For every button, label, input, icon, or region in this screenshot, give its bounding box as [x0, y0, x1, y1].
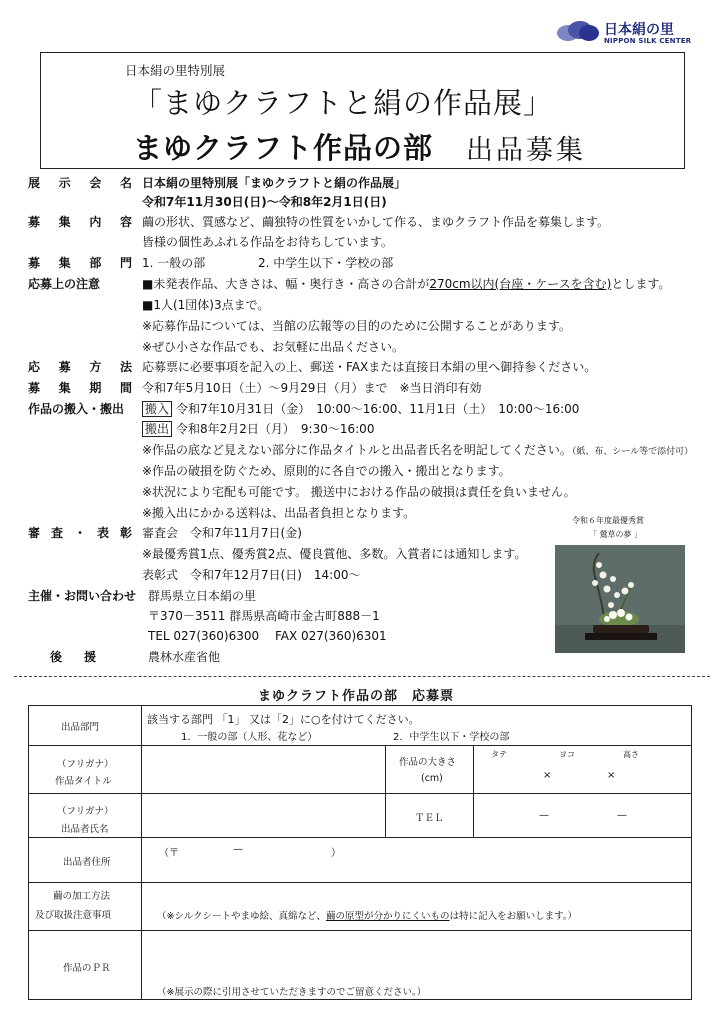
- division-field-label: 出品部門: [61, 722, 100, 733]
- exhibition-title: 「まゆクラフトと絹の作品展」: [133, 86, 554, 120]
- form-column-divider: [385, 745, 386, 837]
- notes-label: 応募上の注意: [28, 277, 101, 291]
- carry-label: 作品の搬入・搬出: [28, 402, 125, 416]
- carry-in-tag: 搬入: [142, 401, 172, 417]
- processing-field-label: 繭の加工方法: [53, 891, 111, 902]
- contact-org: 群馬県立日本絹の里: [148, 589, 257, 603]
- processing-instruction: （※シルクシートやまゆ絵、真綿など、繭の原型が分かりにくいものは特に記入をお願いします。）: [157, 911, 578, 922]
- notes-1: ■未発表作品、大きさは、幅・奥行き・高さの合計が270cm以内(台座・ケースを含む)とします。: [142, 277, 671, 291]
- logo-name: 日本絹の里: [604, 22, 674, 38]
- size-separator: ×: [543, 770, 552, 781]
- postal-separator: —: [233, 844, 243, 855]
- period-value: 令和7年5月10日（土）～9月29日（月）まで ※当日消印有効: [142, 381, 482, 395]
- address-field-label: 出品者住所: [63, 857, 111, 868]
- division-1: 1. 一般の部: [142, 256, 206, 270]
- postal-prefix: （〒: [159, 848, 179, 859]
- pr-field-label: 作品のＰＲ: [63, 963, 111, 974]
- content-label: 募 集 内 容: [28, 215, 132, 229]
- size-height-label: タテ: [491, 750, 507, 759]
- carry-note-3: ※状況により宅配も可能です。 搬送中における作品の破損は責任を負いません。: [142, 485, 576, 499]
- award-work-photo: [555, 545, 685, 653]
- name-furigana-label: （フリガナ）: [57, 806, 114, 817]
- judge-3: 表彰式 令和7年12月7日(日) 14:00～: [142, 568, 361, 582]
- cut-line: [14, 676, 710, 677]
- processing-field-label-2: 及び取扱注意事項: [35, 910, 112, 921]
- carry-note-2: ※作品の破損を防ぐため、原則的に各自での搬入・搬出となります。: [142, 464, 511, 478]
- venue-value: 日本絹の里特別展「まゆクラフトと絹の作品展」: [142, 176, 407, 190]
- size-depth-label: 高さ: [623, 750, 639, 759]
- tel-separator: —: [617, 810, 627, 821]
- application-form: [28, 705, 692, 1000]
- support-label: 後 援: [50, 650, 96, 664]
- method-label: 応 募 方 法: [28, 360, 132, 374]
- form-row-divider: [29, 793, 691, 794]
- form-row-divider: [29, 882, 691, 883]
- size-width-label: ヨコ: [559, 750, 575, 759]
- notes-2: ■1人(1団体)3点まで。: [142, 298, 270, 312]
- size-unit: (cm): [421, 773, 443, 784]
- judge-1: 審査会 令和7年11月7日(金): [142, 526, 302, 540]
- content-text-1: 繭の形状、質感など、繭独特の性質をいかして作る、まゆクラフト作品を募集します。: [142, 215, 610, 229]
- carry-in: 搬入 令和7年10月31日（金） 10:00～16:00、11月1日（土） 10:00～16:00: [142, 400, 579, 417]
- tel-field-label: ＴＥＬ: [415, 813, 444, 824]
- carry-note-1: ※作品の底など見えない部分に作品タイトルと出品者氏名を明記してください。（紙、布、シール等で添付可）: [142, 443, 694, 457]
- carry-out-tag: 搬出: [142, 421, 172, 437]
- division-label: 募 集 部 門: [28, 256, 132, 270]
- title-field-label: 作品タイトル: [55, 776, 112, 787]
- size-separator: ×: [607, 770, 616, 781]
- carry-note-4: ※搬入出にかかる送料は、出品者負担となります。: [142, 506, 416, 520]
- exhibition-category: 日本絹の里特別展: [125, 63, 226, 78]
- contact-address: 〒370－3511 群馬県高崎市金古町888－1: [148, 609, 380, 623]
- name-field-label: 出品者氏名: [61, 824, 109, 835]
- judge-2: ※最優秀賞1点、優秀賞2点、優良賞他、多数。入賞者には通知します。: [142, 547, 527, 561]
- tel-separator: —: [539, 810, 549, 821]
- section-title: まゆクラフト作品の部: [133, 131, 434, 165]
- form-column-divider: [473, 745, 474, 837]
- venue-label: 展 示 会 名: [28, 176, 132, 190]
- title-furigana-label: （フリガナ）: [57, 759, 114, 770]
- form-label-divider: [141, 706, 142, 999]
- period-label: 募 集 期 間: [28, 381, 132, 395]
- form-title: まゆクラフト作品の部 応募票: [258, 689, 455, 704]
- division-option-2[interactable]: 2．中学生以下・学校の部: [393, 732, 510, 743]
- photo-caption-title: 「 鶯草の夢 」: [589, 530, 643, 539]
- contact-label: 主催・お問い合わせ: [28, 589, 137, 603]
- method-value: 応募票に必要事項を記入の上、郵送・FAXまたは直接日本絹の里へ御持参ください。: [142, 360, 597, 374]
- size-field-label: 作品の大きさ: [399, 757, 457, 768]
- judge-label: 審 査 ・ 表 彰: [28, 526, 132, 540]
- form-row-divider: [29, 745, 691, 746]
- logo: [556, 17, 706, 45]
- contact-phone: TEL 027(360)6300 FAX 027(360)6301: [148, 629, 387, 643]
- silk-cocoon-logo-icon: [556, 19, 600, 43]
- title-input[interactable]: [149, 754, 379, 788]
- title-box: [40, 52, 685, 169]
- form-row-divider: [29, 930, 691, 931]
- notes-4: ※ぜひ小さな作品でも、お気軽に出品ください。: [142, 340, 405, 354]
- notes-3: ※応募作品については、当館の広報等の目的のために公開することがあります。: [142, 319, 571, 333]
- recruitment-title: 出品募集: [466, 135, 586, 166]
- postal-suffix: ）: [331, 848, 341, 859]
- carry-out: 搬出 令和8年2月2日（月） 9:30～16:00: [142, 420, 374, 437]
- logo-subtitle: NIPPON SILK CENTER: [604, 37, 692, 45]
- size-limit-text: 270cm以内(台座・ケースを含む): [429, 277, 612, 291]
- division-option-1[interactable]: 1．一般の部（人形、花など）: [181, 732, 318, 743]
- cocoon-flower-arrangement-image: [555, 545, 685, 653]
- content-text-2: 皆様の個性あふれる作品をお待ちしています。: [142, 235, 394, 249]
- name-input[interactable]: [149, 800, 379, 834]
- support-value: 農林水産省他: [148, 650, 221, 664]
- venue-dates: 令和7年11月30日(日)～令和8年2月1日(日): [142, 195, 387, 209]
- division-2: 2. 中学生以下・学校の部: [258, 256, 394, 270]
- pr-input[interactable]: [149, 936, 685, 976]
- pr-note: （※展示の際に引用させていただきますのでご留意ください。）: [157, 987, 427, 998]
- photo-caption-award: 令和６年度最優秀賞: [572, 516, 644, 525]
- form-row-divider: [29, 837, 691, 838]
- division-instruction: 該当する部門 「1」 又は「2」に○を付けてください。: [147, 713, 420, 726]
